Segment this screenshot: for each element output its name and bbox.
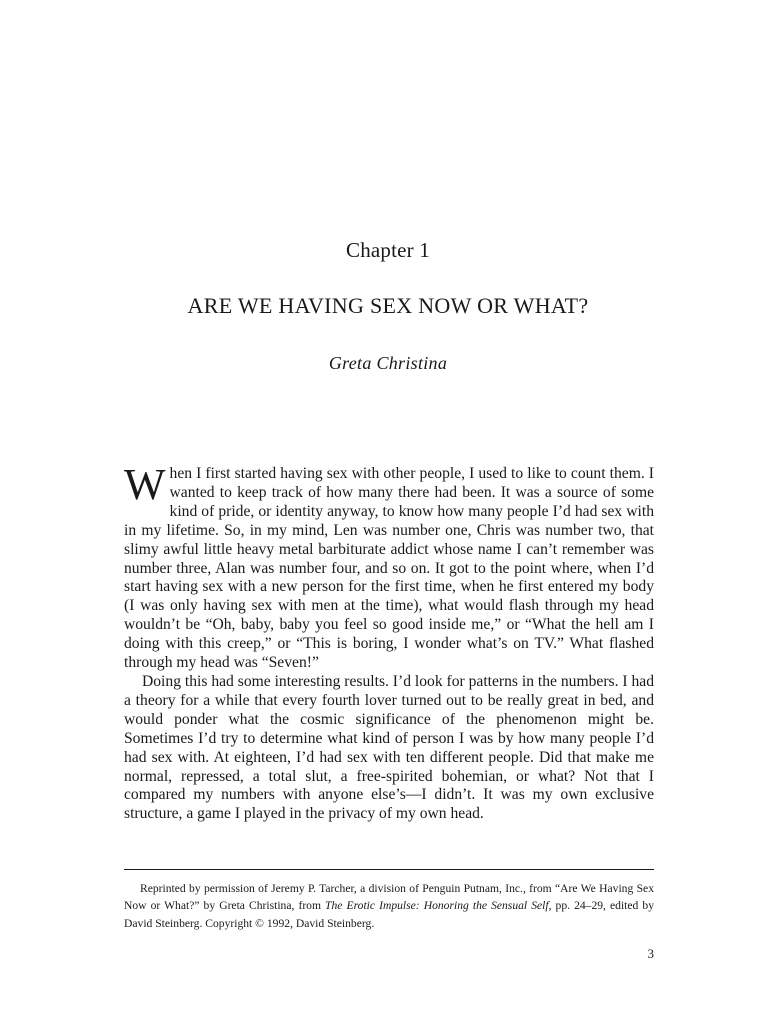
chapter-label: Chapter 1 — [345, 238, 431, 262]
paragraph-1 — [124, 460, 654, 673]
footnote-book-title: The Erotic Impulse: Honoring the Sensual Self — [325, 899, 549, 913]
paragraph-2: Doing this had some interesting results. I’d look for patterns in the numbers. I had a theory for a while that every fourth lover turned out to be really great in bed, and would ponder what the cosmic significance of the phenomenon might be. Sometimes I’d try to determine what kind of person I was by how many people I’d had sex with. At eighteen, I’d had sex with ten different people. Did that make me normal, repressed, a total slut, a free-spirited bohemian, or what? Not that I compared my numbers with anyone else’s—I didn’t. It was my own exclusive structure, a game I played in the privacy of my own head. — [124, 672, 654, 823]
author-name: Greta Christina — [328, 353, 448, 373]
paragraph-1-text: hen I first started having sex with other people, I used to like to count them. I wanted to keep track of how many there had been. It was a source of some kind of pride, or identity anyway, to know how many people I’d had sex with in my lifetime. So, in my mind, Len was number one, Chris was number two, that slimy awful little heavy metal barbiturate addict whose name I can’t remember was number three, Alan was number four, and so on. It got to the point where, when I’d start having sex with a new person for the first time, when he first entered my body (I was only having sex with men at the time), what would flash through my head wouldn’t be “Oh, baby, baby you feel so good inside me,” or “What the hell am I doing with this creep,” or “This is boring, I wonder what’s on TV.” What flashed through my head was “Seven!” — [124, 465, 654, 672]
page-number: 3 — [647, 946, 654, 961]
body-text — [124, 460, 654, 824]
chapter-title: ARE WE HAVING SEX NOW OR WHAT? — [187, 293, 589, 318]
footnote-text-part1: Reprinted by permission of Jeremy P. Tarcher, a division of Penguin Putnam, Inc., from “Are We Having Sex Now or What?” by Greta Christina, from — [124, 882, 654, 913]
footnote-text-part2: , pp. 24–29, edited by David Steinberg. Copyright © 1992, David Steinberg. — [124, 899, 654, 930]
footnote-divider — [124, 869, 654, 870]
footnote — [124, 880, 654, 932]
drop-cap: W — [124, 460, 166, 509]
